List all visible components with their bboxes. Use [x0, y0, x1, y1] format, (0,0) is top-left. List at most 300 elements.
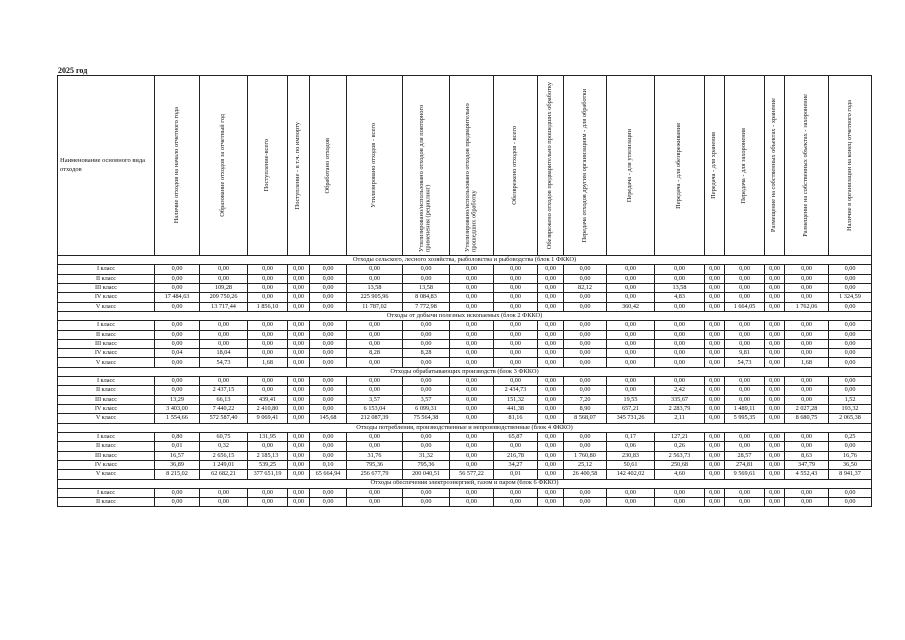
column-header — [200, 76, 248, 256]
value-cell: 230,83 — [607, 451, 655, 460]
value-cell: 8,63 — [785, 451, 829, 460]
value-cell: 0,00 — [765, 321, 785, 330]
block-title-row — [58, 479, 872, 488]
value-cell: 0,00 — [450, 377, 494, 386]
column-header — [655, 76, 705, 256]
value-cell: 0,00 — [288, 339, 310, 348]
value-cell: 0,00 — [403, 358, 450, 367]
value-cell: 0,00 — [829, 265, 872, 274]
column-header-label: Передача - для утилизации — [626, 128, 634, 203]
value-cell: 0,00 — [785, 386, 829, 395]
value-cell: 0,00 — [765, 488, 785, 497]
value-cell: 2 410,80 — [248, 405, 288, 414]
value-cell: 0,00 — [155, 302, 200, 311]
table-header-row — [58, 76, 872, 256]
value-cell: 0,00 — [155, 386, 200, 395]
value-cell: 0,00 — [288, 488, 310, 497]
table-row — [58, 265, 872, 274]
value-cell: 0,00 — [494, 488, 538, 497]
value-cell: 0,00 — [785, 265, 829, 274]
value-cell: 0,00 — [538, 302, 564, 311]
value-cell: 0,00 — [310, 377, 347, 386]
value-cell: 1 760,80 — [564, 451, 607, 460]
column-header-label: Поступление - в т.ч. по импорту — [294, 121, 302, 210]
block-title-row — [58, 311, 872, 320]
table-row — [58, 460, 872, 469]
value-cell: 0,00 — [248, 386, 288, 395]
value-cell: 0,00 — [705, 302, 725, 311]
hazard-class-cell: IV класс — [58, 349, 155, 358]
value-cell: 2 027,28 — [785, 405, 829, 414]
column-header-label: Утилизировано/использовано отходов для повторного применения (рециклинг) — [418, 104, 432, 252]
value-cell: 0,00 — [450, 498, 494, 507]
value-cell: 16,76 — [829, 451, 872, 460]
value-cell: 0,00 — [564, 321, 607, 330]
table-row — [58, 498, 872, 507]
value-cell: 0,00 — [310, 498, 347, 507]
value-cell: 0,00 — [538, 395, 564, 404]
value-cell: 0,00 — [538, 433, 564, 442]
value-cell: 0,00 — [725, 488, 765, 497]
value-cell: 193,32 — [829, 405, 872, 414]
value-cell: 0,00 — [564, 498, 607, 507]
value-cell: 0,10 — [310, 460, 347, 469]
value-cell: 0,01 — [155, 442, 200, 451]
value-cell: 209 750,26 — [200, 293, 248, 302]
value-cell: 0,00 — [725, 321, 765, 330]
value-cell: 0,00 — [725, 274, 765, 283]
column-header-label: Передача - для захоронения — [740, 127, 748, 204]
value-cell: 11 787,02 — [347, 302, 403, 311]
value-cell: 0,00 — [725, 330, 765, 339]
column-header-waste-type: Наименование основного вида отходов — [58, 76, 155, 256]
value-cell: 6 099,31 — [403, 405, 450, 414]
value-cell: 26 400,58 — [564, 470, 607, 479]
value-cell: 0,00 — [494, 293, 538, 302]
value-cell: 2 065,38 — [829, 414, 872, 423]
column-header — [538, 76, 564, 256]
value-cell: 0,00 — [607, 265, 655, 274]
value-cell: 0,00 — [564, 293, 607, 302]
value-cell: 0,00 — [494, 377, 538, 386]
value-cell: 3,57 — [403, 395, 450, 404]
value-cell: 0,00 — [785, 498, 829, 507]
column-header-label: Передача - для обезвреживания — [675, 122, 683, 209]
value-cell: 0,00 — [765, 349, 785, 358]
value-cell: 3,57 — [347, 395, 403, 404]
hazard-class-cell: I класс — [58, 265, 155, 274]
value-cell: 0,00 — [725, 395, 765, 404]
waste-statistics-table — [57, 75, 872, 507]
table-row — [58, 274, 872, 283]
column-header-label: Обезврежено отходов - всего — [511, 126, 519, 205]
value-cell: 0,00 — [765, 339, 785, 348]
column-header-label: Поступление-всего — [263, 139, 271, 192]
value-cell: 0,00 — [450, 330, 494, 339]
value-cell: 0,00 — [288, 405, 310, 414]
value-cell: 0,00 — [785, 395, 829, 404]
value-cell: 0,00 — [607, 283, 655, 292]
value-cell: 0,00 — [765, 302, 785, 311]
value-cell: 0,00 — [655, 349, 705, 358]
value-cell: 0,00 — [248, 339, 288, 348]
value-cell: 0,00 — [155, 358, 200, 367]
value-cell: 0,00 — [538, 414, 564, 423]
value-cell: 0,00 — [765, 442, 785, 451]
value-cell: 0,00 — [155, 330, 200, 339]
value-cell: 0,00 — [494, 339, 538, 348]
value-cell: 50,61 — [607, 460, 655, 469]
table-row — [58, 330, 872, 339]
value-cell: 0,00 — [288, 442, 310, 451]
value-cell: 25,12 — [564, 460, 607, 469]
column-header — [450, 76, 494, 256]
value-cell: 1 489,11 — [725, 405, 765, 414]
value-cell: 0,00 — [705, 349, 725, 358]
value-cell: 0,00 — [310, 293, 347, 302]
value-cell: 0,00 — [288, 377, 310, 386]
value-cell: 1,68 — [785, 358, 829, 367]
value-cell: 2 563,73 — [655, 451, 705, 460]
value-cell: 0,00 — [288, 395, 310, 404]
value-cell: 0,00 — [607, 358, 655, 367]
value-cell: 0,26 — [655, 442, 705, 451]
value-cell: 216,78 — [494, 451, 538, 460]
value-cell: 0,00 — [403, 265, 450, 274]
value-cell: 0,00 — [564, 433, 607, 442]
value-cell: 0,00 — [725, 433, 765, 442]
value-cell: 0,00 — [155, 498, 200, 507]
value-cell: 127,21 — [655, 433, 705, 442]
value-cell: 0,00 — [538, 358, 564, 367]
value-cell: 0,00 — [564, 330, 607, 339]
value-cell: 0,00 — [564, 265, 607, 274]
value-cell: 0,00 — [538, 488, 564, 497]
table-row — [58, 470, 872, 479]
value-cell: 0,00 — [288, 386, 310, 395]
value-cell: 2 185,13 — [248, 451, 288, 460]
value-cell: 0,00 — [248, 330, 288, 339]
table-row — [58, 488, 872, 497]
column-header-label: Размещение на собственных объектах - хранение — [770, 98, 778, 233]
table-row — [58, 339, 872, 348]
value-cell: 256 677,79 — [347, 470, 403, 479]
value-cell: 0,00 — [765, 293, 785, 302]
table-row — [58, 451, 872, 460]
value-cell: 0,00 — [310, 405, 347, 414]
table-row — [58, 377, 872, 386]
value-cell: 131,95 — [248, 433, 288, 442]
value-cell: 2 283,79 — [655, 405, 705, 414]
value-cell: 0,80 — [155, 433, 200, 442]
value-cell: 0,00 — [785, 349, 829, 358]
value-cell: 56 577,22 — [450, 470, 494, 479]
value-cell: 0,17 — [607, 433, 655, 442]
value-cell: 0,00 — [607, 274, 655, 283]
value-cell: 0,00 — [785, 339, 829, 348]
table-row — [58, 414, 872, 423]
value-cell: 0,00 — [725, 265, 765, 274]
value-cell: 0,00 — [705, 488, 725, 497]
value-cell: 65 664,94 — [310, 470, 347, 479]
value-cell: 0,00 — [829, 488, 872, 497]
column-header — [765, 76, 785, 256]
value-cell: 0,00 — [155, 265, 200, 274]
value-cell: 0,00 — [248, 349, 288, 358]
value-cell: 5 995,35 — [725, 414, 765, 423]
hazard-class-cell: I класс — [58, 488, 155, 497]
value-cell: 0,00 — [403, 274, 450, 283]
value-cell: 0,00 — [347, 498, 403, 507]
value-cell: 0,00 — [155, 321, 200, 330]
value-cell: 0,00 — [403, 488, 450, 497]
value-cell: 0,00 — [310, 321, 347, 330]
value-cell: 9 569,61 — [725, 470, 765, 479]
value-cell: 0,00 — [765, 414, 785, 423]
hazard-class-cell: I класс — [58, 321, 155, 330]
value-cell: 0,00 — [607, 330, 655, 339]
value-cell: 0,00 — [705, 414, 725, 423]
value-cell: 0,00 — [450, 265, 494, 274]
hazard-class-cell: V класс — [58, 470, 155, 479]
table-row — [58, 293, 872, 302]
hazard-class-cell: IV класс — [58, 293, 155, 302]
hazard-class-cell: III класс — [58, 451, 155, 460]
value-cell: 109,28 — [200, 283, 248, 292]
value-cell: 0,00 — [607, 377, 655, 386]
value-cell: 7,20 — [564, 395, 607, 404]
value-cell: 0,00 — [829, 274, 872, 283]
value-cell: 0,00 — [494, 358, 538, 367]
column-header — [705, 76, 725, 256]
value-cell: 0,00 — [705, 386, 725, 395]
value-cell: 0,00 — [655, 265, 705, 274]
column-header-label: Наличие в организации на конец отчетного года — [845, 100, 853, 231]
column-header — [248, 76, 288, 256]
value-cell: 212 087,39 — [347, 414, 403, 423]
column-header — [494, 76, 538, 256]
value-cell: 0,00 — [450, 405, 494, 414]
value-cell: 0,00 — [288, 293, 310, 302]
value-cell: 0,00 — [494, 330, 538, 339]
value-cell: 795,36 — [403, 460, 450, 469]
value-cell: 0,00 — [705, 321, 725, 330]
hazard-class-cell: III класс — [58, 339, 155, 348]
value-cell: 0,00 — [829, 377, 872, 386]
value-cell: 0,00 — [200, 321, 248, 330]
value-cell: 539,25 — [248, 460, 288, 469]
value-cell: 0,00 — [288, 498, 310, 507]
hazard-class-cell: V класс — [58, 414, 155, 423]
value-cell: 0,04 — [155, 349, 200, 358]
value-cell: 65,87 — [494, 433, 538, 442]
value-cell: 0,00 — [785, 330, 829, 339]
value-cell: 0,00 — [705, 265, 725, 274]
value-cell: 0,00 — [347, 274, 403, 283]
value-cell: 0,00 — [829, 498, 872, 507]
value-cell: 0,00 — [450, 460, 494, 469]
value-cell: 0,00 — [538, 293, 564, 302]
value-cell: 0,00 — [494, 321, 538, 330]
value-cell: 1 762,06 — [785, 302, 829, 311]
value-cell: 31,76 — [347, 451, 403, 460]
value-cell: 0,00 — [538, 339, 564, 348]
hazard-class-cell: IV класс — [58, 405, 155, 414]
value-cell: 0,00 — [705, 283, 725, 292]
value-cell: 0,00 — [538, 330, 564, 339]
hazard-class-cell: II класс — [58, 498, 155, 507]
value-cell: 0,00 — [785, 274, 829, 283]
block-title-row — [58, 256, 872, 265]
value-cell: 0,00 — [288, 302, 310, 311]
value-cell: 2 437,15 — [200, 386, 248, 395]
value-cell: 0,00 — [607, 321, 655, 330]
value-cell: 0,00 — [765, 358, 785, 367]
value-cell: 0,00 — [607, 349, 655, 358]
value-cell: 0,00 — [450, 395, 494, 404]
value-cell: 0,00 — [494, 498, 538, 507]
value-cell: 0,00 — [705, 498, 725, 507]
block-title-row — [58, 367, 872, 376]
value-cell: 0,00 — [655, 488, 705, 497]
value-cell: 0,00 — [607, 339, 655, 348]
value-cell: 0,00 — [538, 386, 564, 395]
value-cell: 0,00 — [785, 293, 829, 302]
value-cell: 0,00 — [829, 358, 872, 367]
value-cell: 17 484,63 — [155, 293, 200, 302]
value-cell: 0,00 — [347, 358, 403, 367]
value-cell: 0,00 — [725, 498, 765, 507]
value-cell: 0,00 — [310, 451, 347, 460]
value-cell: 7 772,98 — [403, 302, 450, 311]
value-cell: 0,00 — [288, 274, 310, 283]
hazard-class-cell: II класс — [58, 442, 155, 451]
table-row — [58, 433, 872, 442]
value-cell: 0,00 — [155, 377, 200, 386]
value-cell: 3 403,00 — [155, 405, 200, 414]
value-cell: 81,16 — [494, 414, 538, 423]
value-cell: 1 324,59 — [829, 293, 872, 302]
value-cell: 75 564,38 — [403, 414, 450, 423]
value-cell: 0,00 — [200, 498, 248, 507]
value-cell: 0,00 — [829, 302, 872, 311]
value-cell: 0,00 — [564, 386, 607, 395]
column-header-label: Образование отходов за отчетный год — [219, 114, 227, 217]
value-cell: 0,00 — [538, 470, 564, 479]
value-cell: 0,00 — [705, 293, 725, 302]
value-cell: 0,00 — [200, 274, 248, 283]
value-cell: 657,21 — [607, 405, 655, 414]
column-header — [288, 76, 310, 256]
value-cell: 0,00 — [725, 442, 765, 451]
value-cell: 0,00 — [494, 302, 538, 311]
value-cell: 0,00 — [450, 293, 494, 302]
value-cell: 0,00 — [288, 414, 310, 423]
value-cell: 0,32 — [200, 442, 248, 451]
value-cell: 0,00 — [403, 433, 450, 442]
value-cell: 0,00 — [310, 330, 347, 339]
value-cell: 0,00 — [765, 386, 785, 395]
value-cell: 13,58 — [655, 283, 705, 292]
value-cell: 0,00 — [310, 395, 347, 404]
value-cell: 0,00 — [829, 349, 872, 358]
value-cell: 0,00 — [494, 283, 538, 292]
value-cell: 4,83 — [655, 293, 705, 302]
hazard-class-cell: V класс — [58, 358, 155, 367]
table-row — [58, 321, 872, 330]
value-cell: 0,00 — [288, 321, 310, 330]
value-cell: 0,00 — [765, 283, 785, 292]
value-cell: 0,00 — [607, 293, 655, 302]
table-row — [58, 283, 872, 292]
value-cell: 0,00 — [450, 321, 494, 330]
value-cell: 0,00 — [655, 339, 705, 348]
value-cell: 0,00 — [310, 339, 347, 348]
value-cell: 0,00 — [403, 442, 450, 451]
value-cell: 0,00 — [655, 302, 705, 311]
value-cell: 0,00 — [765, 470, 785, 479]
block-title: Отходы обрабатывающих производств (блок 3 ФККО) — [58, 367, 872, 376]
column-header-label: Наличие отходов на начало отчетного года — [172, 107, 180, 224]
value-cell: 0,00 — [785, 488, 829, 497]
value-cell: 0,00 — [829, 321, 872, 330]
value-cell: 0,00 — [785, 321, 829, 330]
column-header — [607, 76, 655, 256]
value-cell: 345 731,26 — [607, 414, 655, 423]
value-cell: 0,00 — [705, 442, 725, 451]
value-cell: 0,00 — [765, 395, 785, 404]
value-cell: 0,00 — [450, 358, 494, 367]
table-row — [58, 349, 872, 358]
column-header — [155, 76, 200, 256]
value-cell: 0,01 — [494, 470, 538, 479]
column-header — [564, 76, 607, 256]
value-cell: 0,00 — [725, 293, 765, 302]
value-cell: 0,00 — [310, 302, 347, 311]
value-cell: 8,90 — [564, 405, 607, 414]
value-cell: 0,00 — [450, 274, 494, 283]
block-title: Отходы от добычи полезных ископаемых (блок 2 ФККО) — [58, 311, 872, 320]
value-cell: 0,00 — [248, 283, 288, 292]
value-cell: 0,00 — [347, 433, 403, 442]
value-cell: 8 941,37 — [829, 470, 872, 479]
value-cell: 0,00 — [538, 274, 564, 283]
column-header — [725, 76, 765, 256]
value-cell: 0,00 — [538, 265, 564, 274]
value-cell: 0,00 — [310, 386, 347, 395]
value-cell: 1 249,01 — [200, 460, 248, 469]
value-cell: 2,11 — [655, 414, 705, 423]
value-cell: 0,00 — [785, 283, 829, 292]
value-cell: 34,27 — [494, 460, 538, 469]
value-cell: 62 682,21 — [200, 470, 248, 479]
value-cell: 2 656,15 — [200, 451, 248, 460]
value-cell: 0,00 — [607, 386, 655, 395]
value-cell: 19,55 — [607, 395, 655, 404]
value-cell: 0,00 — [829, 339, 872, 348]
value-cell: 0,00 — [655, 498, 705, 507]
value-cell: 0,00 — [829, 283, 872, 292]
value-cell: 1 664,05 — [725, 302, 765, 311]
value-cell: 0,00 — [725, 339, 765, 348]
column-header — [785, 76, 829, 256]
value-cell: 0,00 — [347, 442, 403, 451]
value-cell: 0,00 — [155, 339, 200, 348]
value-cell: 54,73 — [725, 358, 765, 367]
value-cell: 0,00 — [310, 274, 347, 283]
value-cell: 0,00 — [403, 377, 450, 386]
value-cell: 0,00 — [765, 451, 785, 460]
